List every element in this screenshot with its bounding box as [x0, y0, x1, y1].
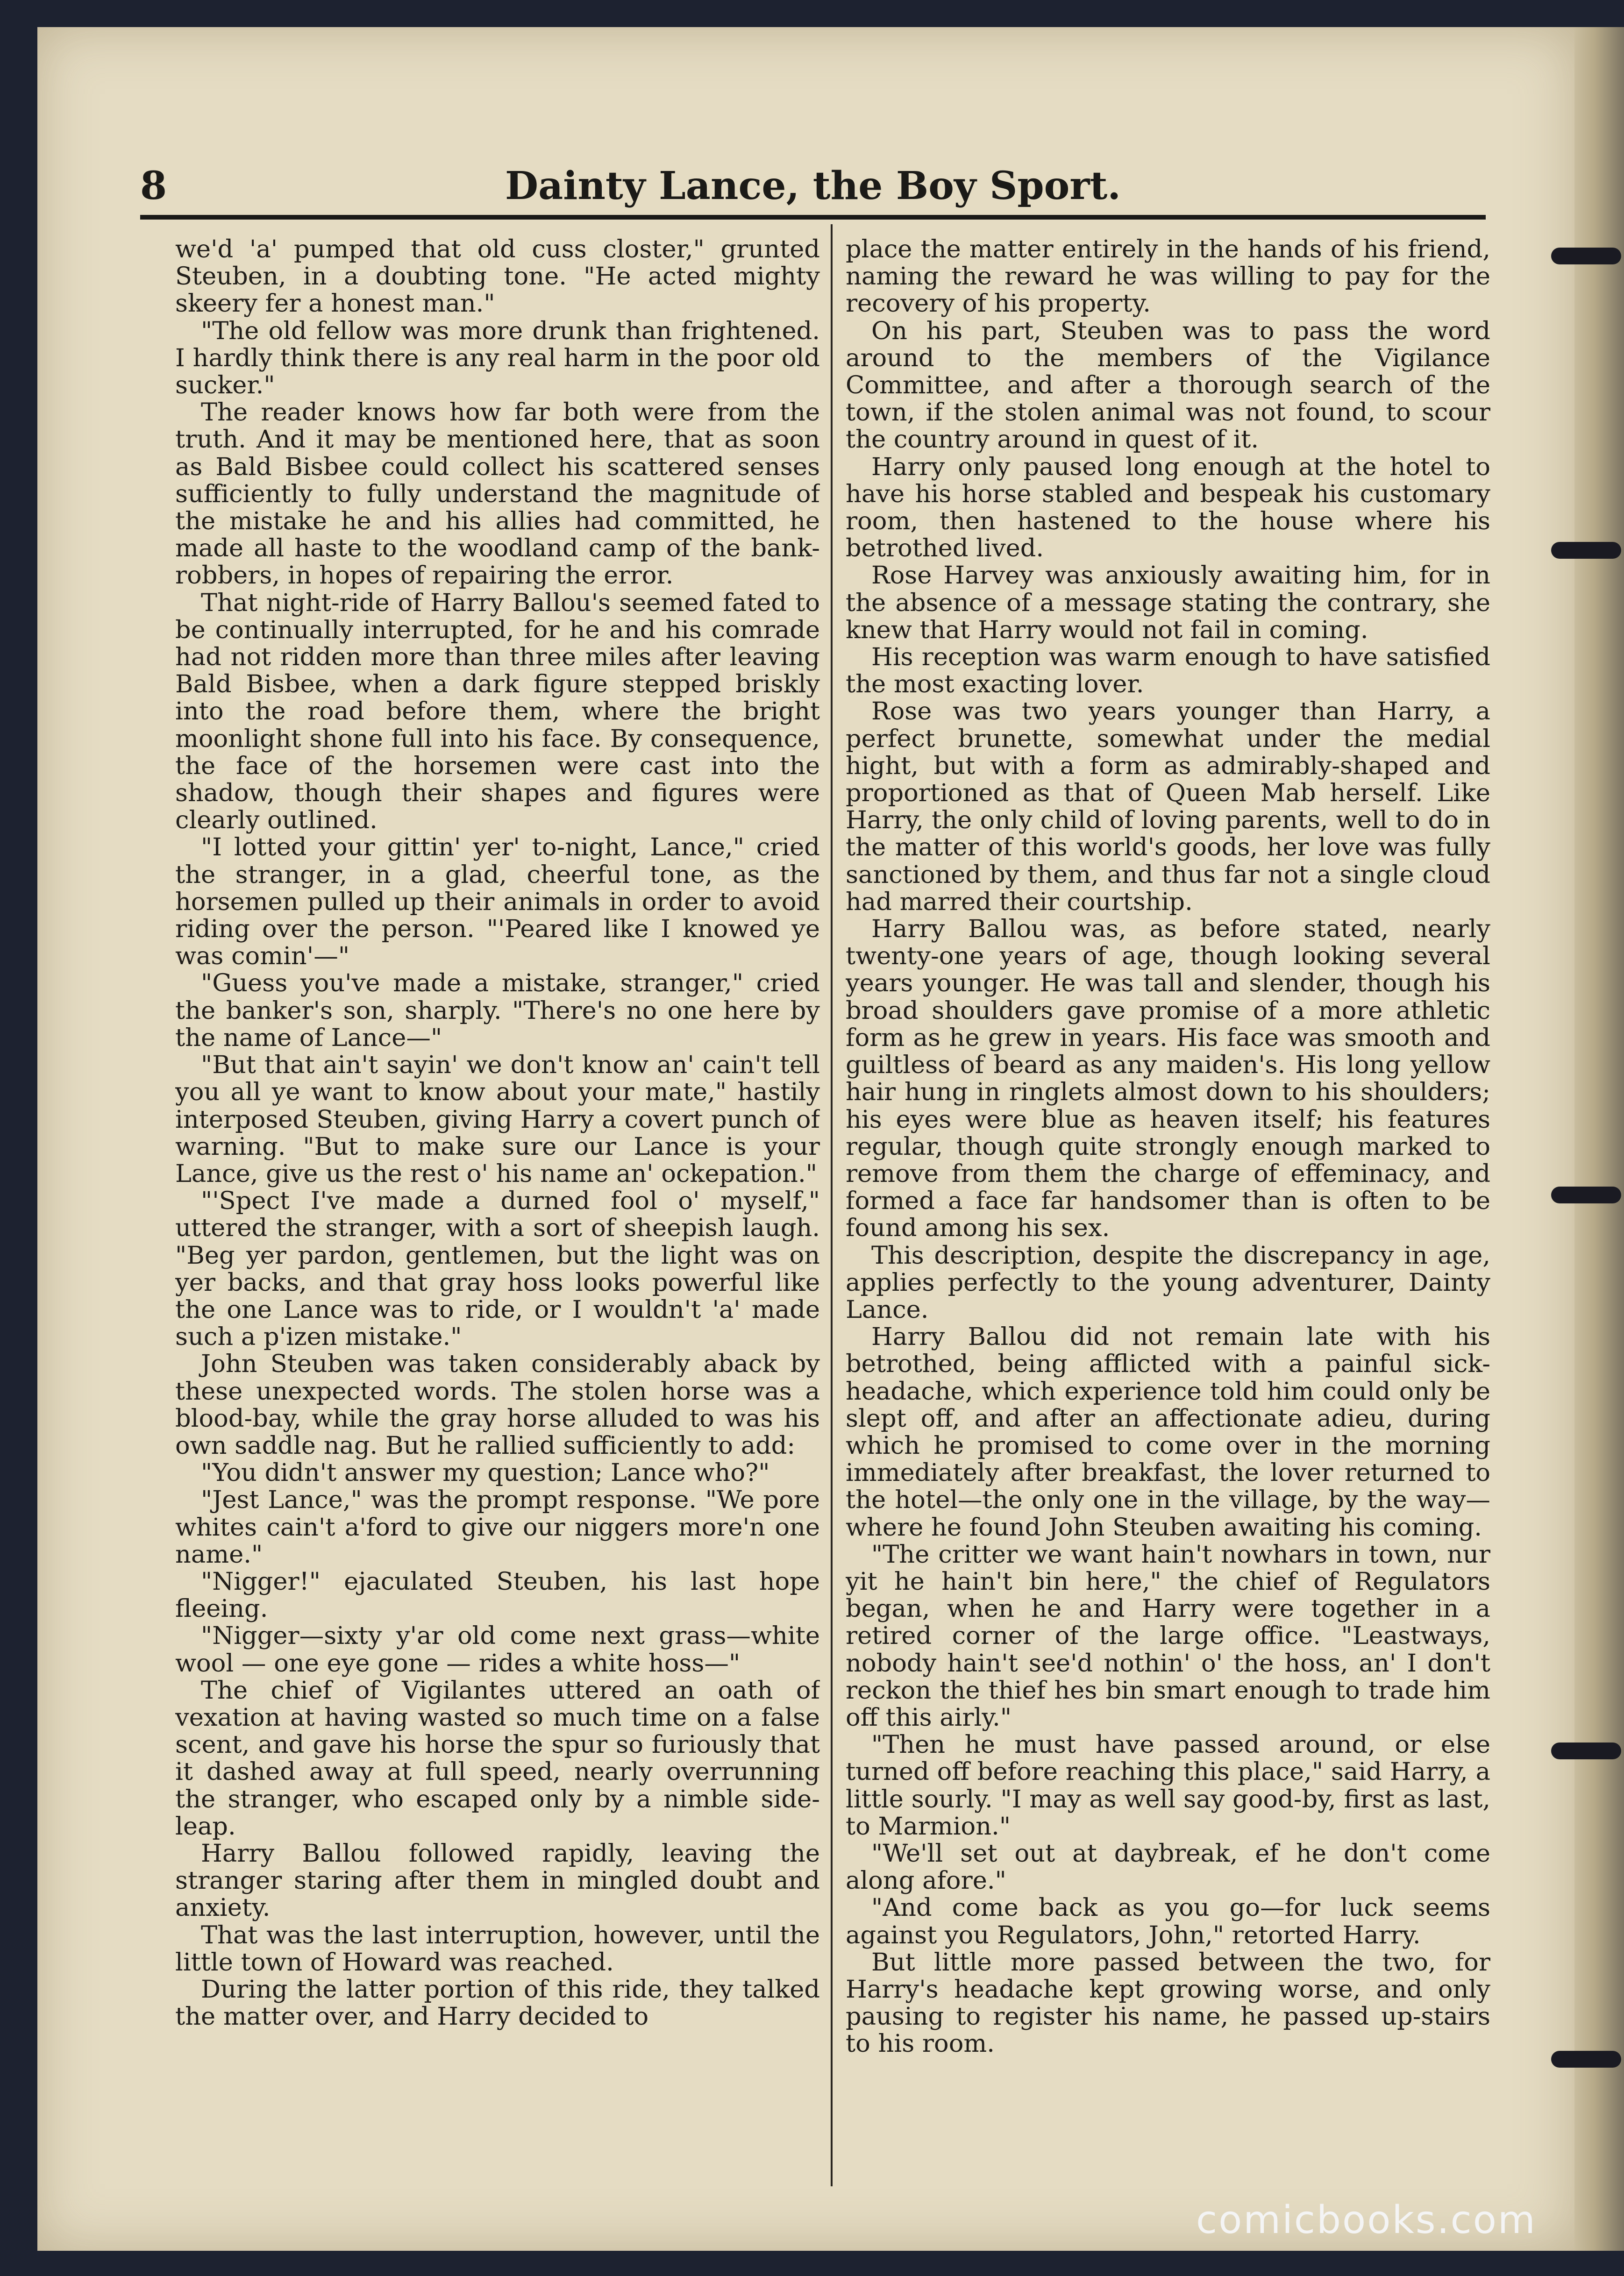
- paragraph: Rose was two years younger than Harry, a perfect brunette, somewhat under the medial hight, but with a form as admirably-shaped and proportioned as that of Queen Mab herself. Like Harry, the only child of loving parents, well to do in the matter of this world's goods, her love was fully sanctioned by them, and thus far not a single cloud had marred their courtship.: [846, 697, 1490, 916]
- staple-2: [1551, 542, 1621, 559]
- paragraph: "You didn't answer my question; Lance who?": [201, 1458, 770, 1487]
- paragraph: This description, despite the discrepancy in age, applies perfectly to the young adventurer, Dainty Lance.: [846, 1241, 1490, 1324]
- paragraph: "I lotted your gittin' yer' to-night, Lance," cried the stranger, in a glad, cheerful tone, as the horsemen pulled up their animals in order to avoid riding over the person. "'Peared like I knowed ye was comin'—": [175, 833, 820, 971]
- paragraph: place the matter entirely in the hands of his friend, naming the reward he was willing to pay for the recovery of his property.: [846, 236, 1490, 318]
- paragraph: "'Spect I've made a durned fool o' myself," uttered the stranger, with a sort of sheepish laugh. "Beg yer pardon, gentlemen, but the light was on yer backs, and that gray hoss looks powerful like the one Lance was to ride, or I wouldn't 'a' made such a p'izen mistake.": [175, 1187, 820, 1351]
- paragraph: Harry Ballou followed rapidly, leaving the stranger staring after them in mingled doubt and anxiety.: [175, 1839, 820, 1922]
- paragraph: Harry Ballou was, as before stated, nearly twenty-one years of age, though looking several years younger. He was tall and slender, though his broad shoulders gave promise of a more athletic form as he grew in years. His face was smooth and guiltless of beard as any maiden's. His long yellow hair hung in ringlets almost down to his shoulders; his eyes were blue as heaven itself; his features regular, though quite strongly enough marked to remove from them the charge of effeminacy, and formed a face far handsomer than is often to be found among his sex.: [846, 915, 1490, 1243]
- page-header: [140, 154, 1486, 220]
- paragraph: Harry Ballou did not remain late with his betrothed, being afflicted with a painful sick-headache, which experience told him could only be slept off, and after an affectionate adieu, during which he promised to come over in the morning immediately after breakfast, the lover returned to the hotel—the only one in the village, by the way—where he found John Steuben awaiting his coming.: [846, 1323, 1490, 1542]
- right-column: [846, 236, 1490, 2179]
- paragraph: That night-ride of Harry Ballou's seemed fated to be continually interrupted, for he and his comrade had not ridden more than three miles after leaving Bald Bisbee, when a dark figure stepped briskly into the road before them, where the bright moonlight shone full into his face. By consequence, the face of the horsemen were cast into the shadow, though their shapes and figures were clearly outlined.: [175, 588, 820, 835]
- paragraph: "Then he must have passed around, or else turned off before reaching this place," said Harry, a little sourly. "I may as well say good-by, first as last, to Marmion.": [846, 1730, 1490, 1841]
- paragraph: But little more passed between the two, for Harry's headache kept growing worse, and only pausing to register his name, he passed up-stairs to his room.: [846, 1948, 1490, 2058]
- paragraph: "Jest Lance," was the prompt response. "We pore whites cain't a'ford to give our niggers more'n one name.": [175, 1486, 820, 1569]
- staple-1: [1551, 248, 1621, 264]
- page-number: 8: [140, 164, 167, 208]
- left-column: [175, 236, 820, 2179]
- paragraph: Rose Harvey was anxiously awaiting him, for in the absence of a message stating the contrary, she knew that Harry would not fail in coming.: [846, 561, 1490, 644]
- column-divider: [831, 224, 833, 2186]
- page-spine: [1574, 27, 1624, 2251]
- paragraph: That was the last interruption, however, until the little town of Howard was reached.: [175, 1920, 820, 1977]
- paragraph: During the latter portion of this ride, they talked the matter over, and Harry decided to: [175, 1975, 820, 2031]
- paragraph: "We'll set out at daybreak, ef he don't come along afore.": [846, 1839, 1490, 1895]
- staple-4: [1551, 1743, 1621, 1759]
- paragraph: On his part, Steuben was to pass the word around to the members of the Vigilance Committee, and after a thorough search of the town, if the stolen animal was not found, to scour the country around in quest of it.: [846, 316, 1490, 454]
- paragraph: "But that ain't sayin' we don't know an' cain't tell you all ye want to know about your mate," hastily interposed Steuben, giving Harry a covert punch of warning. "But to make sure our Lance is your Lance, give us the rest o' his name an' ockepation.": [175, 1051, 820, 1188]
- running-title: Dainty Lance, the Boy Sport.: [505, 164, 1121, 208]
- site-watermark: comicbooks.com: [1196, 2198, 1537, 2242]
- paragraph: "The old fellow was more drunk than frightened. I hardly think there is any real harm in the poor old sucker.": [175, 316, 820, 400]
- staple-5: [1551, 2051, 1621, 2068]
- paragraph: we'd 'a' pumped that old cuss closter," grunted Steuben, in a doubting tone. "He acted mighty skeery fer a honest man.": [175, 236, 820, 318]
- paragraph: "The critter we want hain't nowhars in town, nur yit he hain't bin here," the chief of Regulators began, when he and Harry were together in a retired corner of the large office. "Leastways, nobody hain't see'd nothin' o' the hoss, an' I don't reckon the thief hes bin smart enough to trade him off this airly.": [846, 1540, 1490, 1732]
- paragraph: The chief of Vigilantes uttered an oath of vexation at having wasted so much time on a false scent, and gave his horse the spur so furiously that it dashed away at full speed, nearly overrunning the stranger, who escaped only by a nimble side-leap.: [175, 1676, 820, 1841]
- paragraph: "Nigger—sixty y'ar old come next grass—white wool — one eye gone — rides a white hoss—": [175, 1622, 820, 1678]
- paragraph: Harry only paused long enough at the hotel to have his horse stabled and bespeak his customary room, then hastened to the house where his betrothed lived.: [846, 452, 1490, 563]
- paragraph: "Nigger!" ejaculated Steuben, his last hope fleeing.: [175, 1567, 820, 1623]
- staple-3: [1551, 1187, 1621, 1203]
- paragraph: John Steuben was taken considerably aback by these unexpected words. The stolen horse was a blood-bay, while the gray horse alluded to was his own saddle nag. But he rallied sufficiently to add:: [175, 1350, 820, 1460]
- paragraph: The reader knows how far both were from the truth. And it may be mentioned here, that as soon as Bald Bisbee could collect his scattered senses sufficiently to fully understand the magnitude of the mistake he and his allies had committed, he made all haste to the woodland camp of the bank-robbers, in hopes of repairing the error.: [175, 398, 820, 590]
- paragraph: "Guess you've made a mistake, stranger," cried the banker's son, sharply. "There's no one here by the name of Lance—": [175, 969, 820, 1052]
- paragraph: His reception was warm enough to have satisfied the most exacting lover.: [846, 643, 1490, 699]
- header-rule: [140, 215, 1486, 220]
- paragraph: "And come back as you go—for luck seems against you Regulators, John," retorted Harry.: [846, 1893, 1490, 1949]
